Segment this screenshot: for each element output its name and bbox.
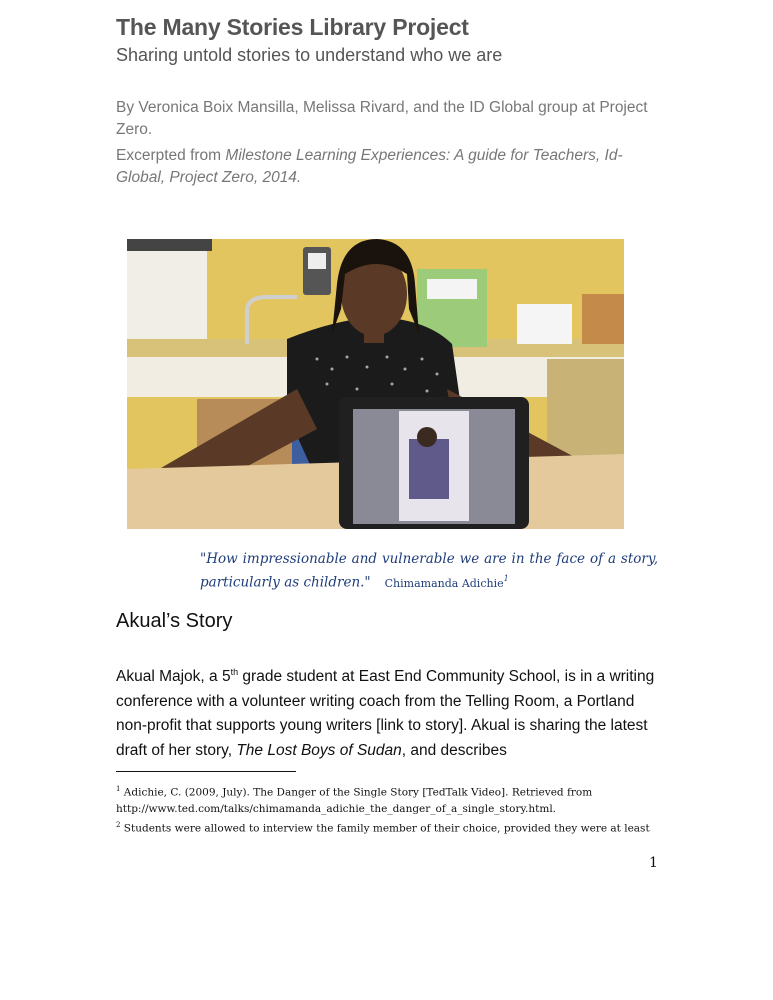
epigraph-quote bbox=[200, 550, 658, 593]
footnotes bbox=[116, 781, 676, 836]
byline: By Veronica Boix Mansilla, Melissa Rivard, and the ID Global group at Project Zero. bbox=[116, 99, 648, 138]
excerpt-source: Milestone Learning Experiences: A guide for Teachers, Id-Global, Project Zero, 2014. bbox=[116, 147, 623, 186]
story-paragraph: Akual Majok, a 5th grade student at East End Community School, is in a writing conference with a volunteer writing coach from the Telling Room, a Portland non-profit that supports young writers [link to story]. Akual is sharing the latest draft of her story, The Lost Boys of Sudan, and describes bbox=[116, 667, 655, 759]
story-title: The Lost Boys of Sudan bbox=[236, 741, 402, 759]
section-heading: Akual’s Story bbox=[116, 610, 233, 632]
excerpt-note: Excerpted from Milestone Learning Experiences: A guide for Teachers, Id-Global, Project Zero, 2014. bbox=[116, 147, 623, 186]
page-subtitle: Sharing untold stories to understand who we are bbox=[116, 45, 503, 65]
footnote-2: $^2$ Students were allowed to interview the family member of their choice, provided they were at least bbox=[116, 820, 650, 834]
student-with-tablet-photo bbox=[127, 239, 624, 529]
footnote-divider bbox=[116, 771, 296, 772]
footnote-ref-1: 1 bbox=[503, 574, 509, 583]
quote-attribution: Chimamanda Adichie bbox=[384, 576, 504, 590]
footnote-1: $^1$ Adichie, C. (2009, July). The Danger of the Single Story [TedTalk Video]. Retrieved from http://www.ted.com/talks/chimamanda_adichie_the_danger_of_a_single_story.html. bbox=[116, 785, 593, 815]
quote-text: "How impressionable and vulnerable we are in the face of a story, particularly as children." bbox=[200, 551, 658, 591]
page-title: The Many Stories Library Project bbox=[116, 14, 469, 40]
page-number: 1 bbox=[649, 855, 658, 871]
